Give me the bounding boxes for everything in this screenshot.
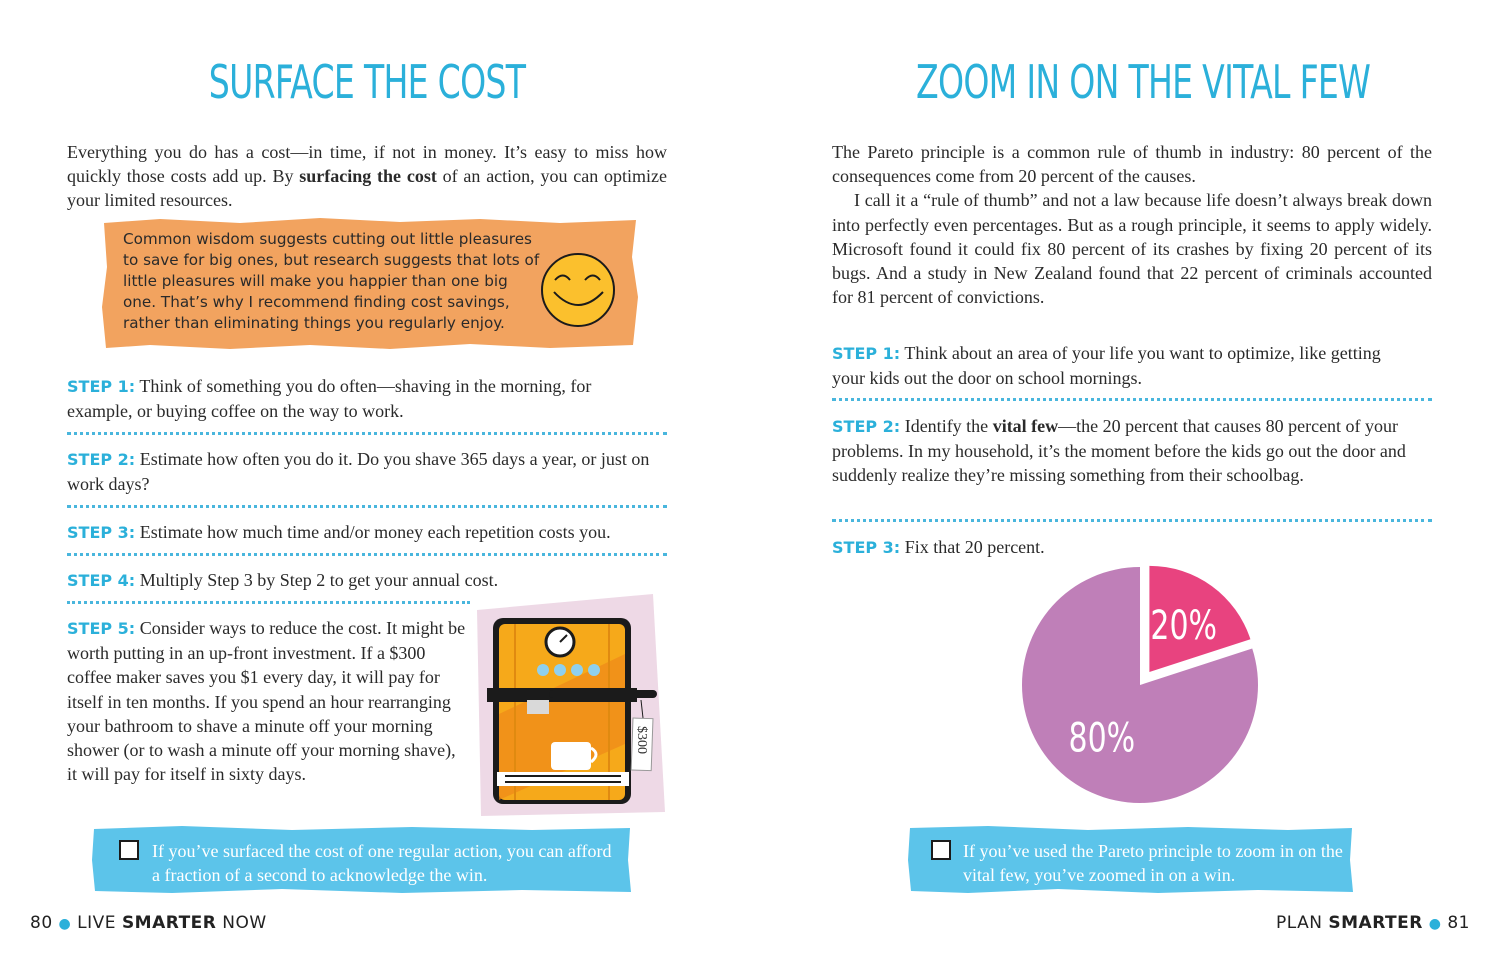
step-text-end: —the 20 percent that causes 80 percent of your problems. In my household, it’s the moment before the kids go out the door and suddenly realize they’re missing something from their schoolbag. [832, 416, 1406, 486]
pareto-pie-chart [1000, 555, 1280, 825]
note-text: Common wisdom suggests cutting out little pleasures to save for big ones, but research suggests that lots of little pleasures will make you happier than one big one. That’s why I recommend finding cost savings, rather than eliminating things you regularly enjoy. [123, 230, 540, 332]
step-label: STEP 2: [832, 417, 901, 436]
step-text: Identify the [904, 416, 993, 436]
left-intro-text-end: of an action, you can optimize your limited resources. [67, 166, 668, 211]
right-page-number: 81 [1447, 913, 1470, 933]
step-text: Think of something you do often—shaving in the morning, for example, or buying coffee on the way to work. [67, 376, 592, 422]
left-step-3 [67, 520, 677, 545]
price-tag-text: $300 [634, 726, 649, 754]
coffee-maker-illustration [475, 594, 667, 816]
left-step-5 [67, 616, 469, 786]
step-divider [67, 601, 470, 604]
bullet-icon: ● [1428, 916, 1442, 932]
right-step-1 [832, 341, 1412, 390]
step-divider [832, 519, 1432, 522]
right-checkbox[interactable] [931, 840, 951, 860]
left-title: SURFACE THE COST [208, 55, 526, 109]
left-win-text: If you’ve surfaced the cost of one regular action, you can afford a fraction of a second to acknowledge the win. [152, 841, 612, 886]
step-divider [67, 553, 667, 556]
right-intro [832, 140, 1432, 309]
smiley-face-icon [538, 250, 618, 330]
right-running-head-bold: SMARTER [1328, 913, 1423, 933]
pie-label-80: 80% [1068, 715, 1136, 762]
step-text-bold: vital few [992, 416, 1059, 436]
pie-label-20: 20% [1150, 602, 1218, 649]
left-page-number: 80 [30, 913, 53, 933]
step-text: Estimate how much time and/or money each repetition costs you. [139, 522, 611, 542]
left-checkbox[interactable] [119, 840, 139, 860]
bullet-icon: ● [58, 916, 72, 932]
step-text: Think about an area of your life you want to optimize, like getting your kids out the door on school mornings. [832, 343, 1381, 389]
step-label: STEP 2: [67, 450, 136, 469]
step-text: Estimate how often you do it. Do you shave 365 days a year, or just on work days? [67, 449, 650, 495]
right-para-2: I call it a “rule of thumb” and not a law because life doesn’t always break down into perfectly even percentages. But as a rough principle, it seems to apply widely. Microsoft found it could fix 80 percent of its crashes by fixing 20 percent of its bugs. And a study in New Zealand found that 22 percent of criminals accounted for 81 percent of convictions. [832, 190, 1432, 308]
right-para-1: The Pareto principle is a common rule of thumb in industry: 80 percent of the consequences come from 20 percent of the causes. [832, 142, 1432, 187]
step-label: STEP 3: [832, 538, 901, 557]
step-text: Consider ways to reduce the cost. It might be worth putting in an up-front investment. If a $300 coffee maker saves you $1 every day, it will pay for itself in ten months. If you spend an hour rearranging your bathroom to shave a minute off your morning shower (or to wash a minute off your morning shave), it will pay for itself in sixty days. [67, 618, 466, 785]
left-footer [30, 913, 267, 933]
step-divider [67, 505, 667, 508]
left-intro [67, 140, 667, 213]
left-step-1 [67, 374, 657, 423]
step-divider [67, 432, 667, 435]
left-step-2 [67, 447, 657, 496]
step-label: STEP 4: [67, 571, 136, 590]
left-step-4 [67, 568, 667, 593]
step-label: STEP 1: [832, 344, 901, 363]
left-intro-bold: surfacing the cost [299, 166, 437, 187]
left-intro-text: Everything you do has a cost—in time, if not in money. It’s easy to miss how quickly those costs add up. By [67, 142, 667, 187]
right-win-text: If you’ve used the Pareto principle to zoom in on the vital few, you’ve zoomed in on a win. [963, 841, 1343, 886]
left-running-head-end: NOW [216, 913, 267, 933]
step-label: STEP 1: [67, 377, 136, 396]
step-text: Fix that 20 percent. [904, 537, 1045, 557]
left-running-head: LIVE [77, 913, 122, 933]
left-running-head-bold: SMARTER [121, 913, 217, 933]
step-label: STEP 5: [67, 619, 136, 638]
right-running-head: PLAN [1276, 913, 1329, 933]
step-divider [832, 398, 1432, 401]
right-step-2 [832, 414, 1427, 488]
step-text: Multiply Step 3 by Step 2 to get your annual cost. [139, 570, 499, 590]
right-footer [1276, 913, 1470, 933]
right-title: ZOOM IN ON THE VITAL FEW [916, 55, 1371, 109]
step-label: STEP 3: [67, 523, 136, 542]
